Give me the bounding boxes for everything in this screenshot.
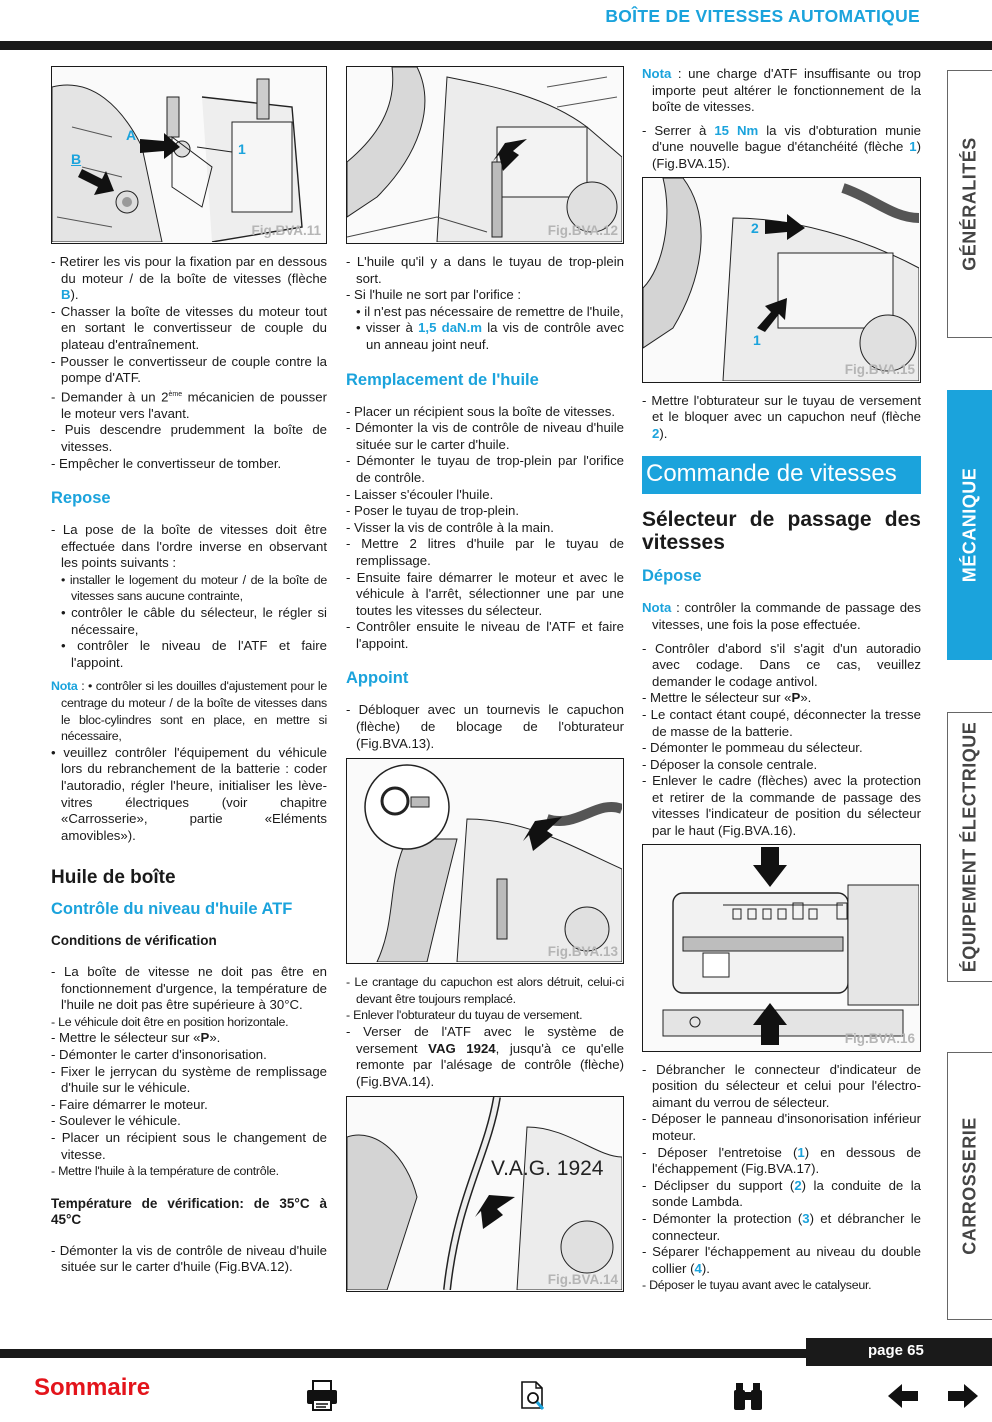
- printer-icon[interactable]: [304, 1378, 340, 1414]
- text-line: - Démonter la vis de contrôle de niveau d'huile située sur le carter d'huile (Fig.BVA.12).: [51, 1242, 327, 1275]
- arrow-left-icon[interactable]: [886, 1378, 922, 1414]
- text-line: - Mettre le sélecteur sur «P».: [642, 690, 812, 706]
- text-line: - Mettre l'huile à la température de contrôle.: [51, 1164, 279, 1179]
- figure-caption: Fig.BVA.16: [844, 1031, 915, 1047]
- figure-bva-11: [51, 66, 327, 244]
- text-line: - Démonter le tuyau de trop-plein par l'orifice de contrôle.: [346, 453, 624, 485]
- column-1: [51, 66, 327, 1276]
- text-line: - Enlever l'obturateur du tuyau de versement.: [346, 1008, 583, 1023]
- figure-caption: Fig.BVA.13: [547, 943, 618, 959]
- subsection-heading: Conditions de vérification: [51, 933, 217, 949]
- tool-stamp: V.A.G. 1924: [491, 1157, 604, 1181]
- section-heading: Contrôle du niveau d'huile ATF: [51, 900, 293, 919]
- page-number: page 65: [806, 1338, 992, 1366]
- figure-bva-14: [346, 1096, 624, 1292]
- text-line: - Retirer les vis pour la fixation par en dessous du moteur / de la boîte de vitesses (flèche B).: [51, 254, 327, 303]
- section-title: Huile de boîte: [51, 867, 176, 889]
- text-line: - Fixer le jerrycan du système de remplissage d'huile sur le véhicule.: [51, 1063, 327, 1096]
- column-2: [346, 66, 624, 1292]
- text-line: - Placer un récipient sous le changement de vitesse.: [51, 1129, 327, 1162]
- text-line: - Déclipser du support (2) la conduite de la sonde Lambda.: [642, 1177, 922, 1210]
- text-line: - Déposer l'entretoise (1) en dessous de l'échappement (Fig.BVA.17).: [642, 1144, 922, 1177]
- text-line: - Ensuite faire démarrer le moteur et avec le véhicule à l'arrêt, sélectionner une par une toutes les vitesses du sélecteur.: [346, 569, 624, 618]
- sommaire-link[interactable]: Sommaire: [34, 1374, 151, 1401]
- text-line: • il n'est pas nécessaire de remettre de l'huile,: [356, 303, 624, 319]
- binoculars-icon[interactable]: [730, 1378, 766, 1414]
- tab-equipement-electrique[interactable]: ÉQUIPEMENT ÉLECTRIQUE: [947, 712, 992, 982]
- tab-generalites[interactable]: GÉNÉRALITÉS: [947, 70, 992, 338]
- figure-tag-1: 1: [753, 331, 761, 348]
- nota-text: Nota : • contrôler si les douilles d'ajustement pour le centrage du moteur / de la boîte de vitesses dans le bloc-cylindres sont en place, en mettre si nécessaire,: [51, 679, 327, 744]
- text-line: - Le contact étant coupé, déconnecter la tresse de masse de la batterie.: [642, 706, 921, 739]
- text-line: - Mettre 2 litres d'huile par le tuyau de remplissage.: [346, 536, 624, 568]
- text-line: - Serrer à 15 Nm la vis d'obturation munie d'une nouvelle bague d'étanchéité (flèche 1) (Fig.BVA.15).: [642, 122, 921, 171]
- search-document-icon[interactable]: [516, 1378, 552, 1414]
- figure-bva-13: [346, 758, 624, 964]
- nota-text: Nota : contrôler la commande de passage des vitesses, une fois la pose effectuée.: [642, 600, 921, 632]
- text-line: - Demander à un 2ème mécanicien de pousser le moteur vers l'avant.: [51, 389, 327, 421]
- text-line: - L'huile qu'il y a dans le tuyau de trop-plein sort.: [346, 254, 624, 286]
- arrow-right-icon[interactable]: [944, 1378, 980, 1414]
- section-heading: Repose: [51, 489, 111, 508]
- text-line: - Chasser la boîte de vitesses du moteur tout en sortant le convertisseur de couple du plateau d'entraînement.: [51, 303, 327, 352]
- text-line: - Déposer le tuyau avant avec le catalyseur.: [642, 1278, 872, 1293]
- figure-caption: Fig.BVA.15: [844, 361, 915, 377]
- figure-bva-12: [346, 66, 624, 244]
- text-line: - Laisser s'écouler l'huile.: [346, 486, 494, 502]
- text-line: - Le véhicule doit être en position horizontale.: [51, 1014, 289, 1029]
- text-line: - Démonter la protection (3) et débrancher le connecteur.: [642, 1211, 921, 1243]
- text-line: • installer le logement du moteur / de la boîte de vitesses sans aucune contrainte,: [61, 572, 327, 604]
- section-heading: Appoint: [346, 669, 409, 688]
- text-line: - Démonter le pommeau du sélecteur.: [642, 740, 863, 756]
- text-line: • veuillez contrôler l'équipement du véhicule lors du rebranchement de la batterie : coder l'autoradio, régler l'heure, initialiser les lève-vitres électriques (voir chapitre «Carrosserie», partie «Eléments amovibles»).: [51, 744, 327, 843]
- text-line: - Si l'huile ne sort par l'orifice :: [346, 287, 522, 303]
- figure-bva-15: [642, 177, 921, 383]
- figure-tag-2: 2: [751, 219, 759, 236]
- header-rule: [0, 41, 992, 50]
- section-banner: Commande de vitesses: [642, 456, 921, 494]
- figure-caption: Fig.BVA.11: [251, 223, 321, 239]
- text-line: - Visser la vis de contrôle à la main.: [346, 519, 554, 535]
- figure-caption: Fig.BVA.12: [547, 223, 618, 239]
- text-line: - Contrôler ensuite le niveau de l'ATF et faire l'appoint.: [346, 619, 624, 651]
- text-line: - Démonter la vis de contrôle de niveau d'huile située sur le carter d'huile.: [346, 420, 624, 452]
- text-line: - Débrancher le connecteur d'indicateur de position du sélecteur et celui pour l'électro-aimant du verrou de sélecteur.: [642, 1061, 921, 1110]
- text-line: - Démonter le carter d'insonorisation.: [51, 1046, 267, 1062]
- text-line: - Poser le tuyau de trop-plein.: [346, 503, 519, 519]
- text-line: - Puis descendre prudemment la boîte de vitesses.: [51, 422, 327, 454]
- tab-mecanique[interactable]: MÉCANIQUE: [947, 390, 992, 660]
- column-3: [642, 66, 921, 1294]
- section-title: Sélecteur de passage des vitesses: [642, 508, 921, 555]
- text-line: - Débloquer avec un tournevis le capuchon (flèche) de blocage de l'obturateur (Fig.BVA.13).: [346, 702, 624, 751]
- text-line: • contrôler le niveau de l'ATF et faire l'appoint.: [61, 638, 327, 670]
- text-line: • contrôler le câble du sélecteur, le régler si nécessaire,: [61, 605, 327, 637]
- text-line: - Déposer la console centrale.: [642, 756, 818, 772]
- text-line: - Contrôler d'abord s'il s'agit d'un autoradio avec codage. Dans ce cas, veuillez demander le codage antivol.: [642, 640, 921, 689]
- figure-caption: Fig.BVA.14: [547, 1271, 618, 1287]
- figure-bva-16: [642, 844, 921, 1052]
- text-line: - Le crantage du capuchon est alors détruit, celui-ci devant être toujours remplacé.: [346, 975, 624, 1006]
- section-heading: Remplacement de l'huile: [346, 370, 539, 389]
- text-line: - Placer un récipient sous la boîte de vitesses.: [346, 403, 616, 419]
- text-line: - Mettre l'obturateur sur le tuyau de versement et le bloquer avec un capuchon neuf (flèche 2).: [642, 392, 921, 441]
- text-line: - Enlever le cadre (flèches) avec la protection et retirer de la commande de passage des vitesses l'indicateur de position du sélecteur par le haut (Fig.BVA.16).: [642, 773, 921, 839]
- header-title: BOÎTE DE VITESSES AUTOMATIQUE: [605, 6, 920, 26]
- section-heading: Dépose: [642, 567, 702, 586]
- subsection-heading: Température de vérification: de 35°C à 45°C: [51, 1195, 327, 1228]
- text-line: - Mettre le sélecteur sur «P».: [51, 1030, 221, 1046]
- text-line: - La pose de la boîte de vitesses doit être effectuée dans l'ordre inverse en observant les points suivants :: [51, 522, 327, 571]
- figure-tag-1: 1: [238, 141, 246, 157]
- text-line: - Pousser le convertisseur de couple contre la pompe d'ATF.: [51, 353, 327, 386]
- text-line: - Soulever le véhicule.: [51, 1113, 181, 1129]
- text-line: - La boîte de vitesse ne doit pas être en fonctionnement d'urgence, la température de l'huile ne doit pas être supérieure à 30°C.: [51, 963, 327, 1013]
- text-line: - Verser de l'ATF avec le système de versement VAG 1924, jusqu'à ce qu'elle remonte par l'alésage de contrôle (flèche) (Fig.BVA.14).: [346, 1024, 624, 1089]
- text-line: - Déposer le panneau d'insonorisation inférieur moteur.: [642, 1111, 921, 1144]
- text-line: • visser à 1,5 daN.m la vis de contrôle avec un anneau joint neuf.: [356, 320, 624, 352]
- text-line: - Empêcher le convertisseur de tomber.: [51, 455, 282, 471]
- tab-carrosserie[interactable]: CARROSSERIE: [947, 1052, 992, 1320]
- figure-tag-b: B: [71, 151, 82, 167]
- text-line: - Séparer l'échappement au niveau du double collier (4).: [642, 1244, 921, 1276]
- text-line: - Faire démarrer le moteur.: [51, 1096, 208, 1112]
- footer-rule: [0, 1349, 806, 1358]
- figure-tag-a: A: [126, 127, 137, 143]
- nota-text: Nota : une charge d'ATF insuffisante ou trop importe peut altérer le fonctionnement de la boîte de vitesses.: [642, 66, 921, 115]
